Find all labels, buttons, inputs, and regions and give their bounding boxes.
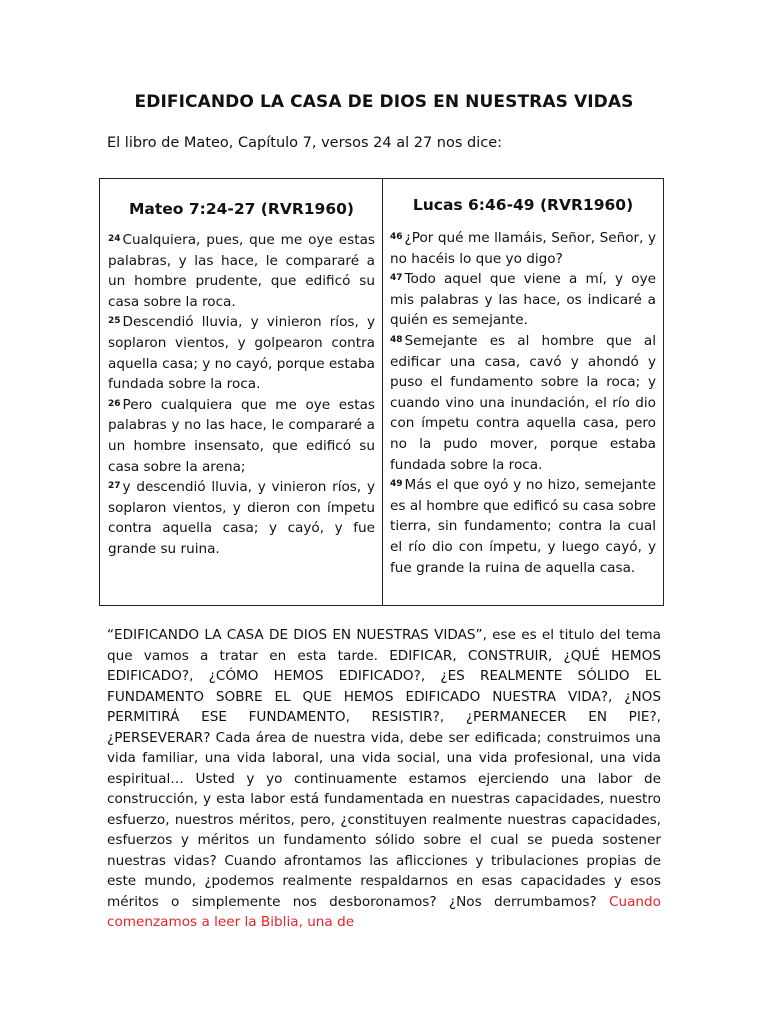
lucas-heading: Lucas 6:46-49 (RVR1960) xyxy=(412,196,634,214)
verse-number: 47 xyxy=(390,273,403,284)
verse-number: 27 xyxy=(108,481,121,492)
body-text: “EDIFICANDO LA CASA DE DIOS EN NUESTRAS VIDAS”, ese es el titulo del tema que vamos a tratar en esta tarde. EDIFICAR, CONSTRUIR, ¿QUÉ HEMOS EDIFICADO?, ¿CÓMO HEMOS EDIFICADO?, ¿ES REALMENTE SÓLIDO EL FUNDAMENTO SOBRE EL QUE HEMOS EDIFICADO NUESTRA VIDA?, ¿NOS PERMITIRÁ ESE FUNDAMENTO, RESISTIR?, ¿PERMANECER EN PIE?, ¿PERSEVERAR? Cada área de nuestra vida, debe ser edificada; construimos una vida familiar, una vida laboral, una vida social, una vida profesional, una vida espiritual… Usted y yo continuamente estamos ejerciendo una labor de construcción, y esta labor está fundamentada en nuestras capacidades, nuestro esfuerzo, nuestros méritos, pero, ¿constituyen realmente nuestras capacidades, esfuerzos y méritos un fundamento sólido sobre el cual se pueda sostener nuestras vidas? Cuando afrontamos las aflicciones y tribulaciones propias de este mundo, ¿podemos realmente respaldarnos en esas capacidades y esos méritos o simplemente nos desboronamos? ¿Nos derrumbamos? xyxy=(107,627,661,910)
mateo-verses xyxy=(108,230,375,560)
verse-number: 25 xyxy=(108,316,121,327)
verse-text: y descendió lluvia, y vinieron ríos, y soplaron vientos, y dieron con ímpetu contra aquella casa; y cayó, y fue grande su ruina. xyxy=(108,479,375,557)
verse-text: Todo aquel que viene a mí, y oye mis palabras y las hace, os indicaré a quién es semejante. xyxy=(390,271,656,329)
intro-line: El libro de Mateo, Capítulo 7, versos 24 al 27 nos dice: xyxy=(107,135,503,151)
highlighted-text: Cuando comenzamos a leer la Biblia, una de xyxy=(107,893,661,930)
verse-text: Descendió lluvia, y vinieron ríos, y soplaron vientos, y golpearon contra aquella casa; y no cayó, porque estaba fundada sobre la roca. xyxy=(108,314,375,393)
verse-number: 49 xyxy=(390,479,403,490)
lucas-column xyxy=(383,179,663,605)
lucas-verses xyxy=(390,228,656,578)
document-title: EDIFICANDO LA CASA DE DIOS EN NUESTRAS VIDAS xyxy=(134,92,634,112)
verse-text: Cualquiera, pues, que me oye estas palabras, y las hace, le compararé a un hombre prudente, que edificó su casa sobre la roca. xyxy=(108,232,375,310)
verse-number: 26 xyxy=(108,398,121,409)
verse-text: Pero cualquiera que me oye estas palabras y no las hace, le compararé a un hombre insensato, que edificó su casa sobre la arena; xyxy=(108,396,375,475)
verse-number: 24 xyxy=(108,234,121,244)
verse-number: 48 xyxy=(390,334,403,345)
verse-text: ¿Por qué me llamáis, Señor, Señor, y no hacéis lo que yo digo? xyxy=(390,230,656,267)
verse-number: 46 xyxy=(390,232,403,242)
verse-text: Semejante es al hombre que al edificar una casa, cavó y ahondó y puso el fundamento sobre la roca; y cuando vino una inundación, el río dio con ímpetu contra aquella casa, pero no la pudo mover, porque estaba fundada sobre la roca. xyxy=(390,332,656,473)
body-paragraph xyxy=(107,625,661,933)
mateo-heading: Mateo 7:24-27 (RVR1960) xyxy=(129,200,354,218)
verses-table xyxy=(99,178,664,606)
verse-text: Más el que oyó y no hizo, semejante es al hombre que edificó su casa sobre tierra, sin fundamento; contra la cual el río dio con ímpetu, y luego cayó, y fue grande la ruina de aquella casa. xyxy=(390,477,656,576)
mateo-column xyxy=(100,179,383,605)
